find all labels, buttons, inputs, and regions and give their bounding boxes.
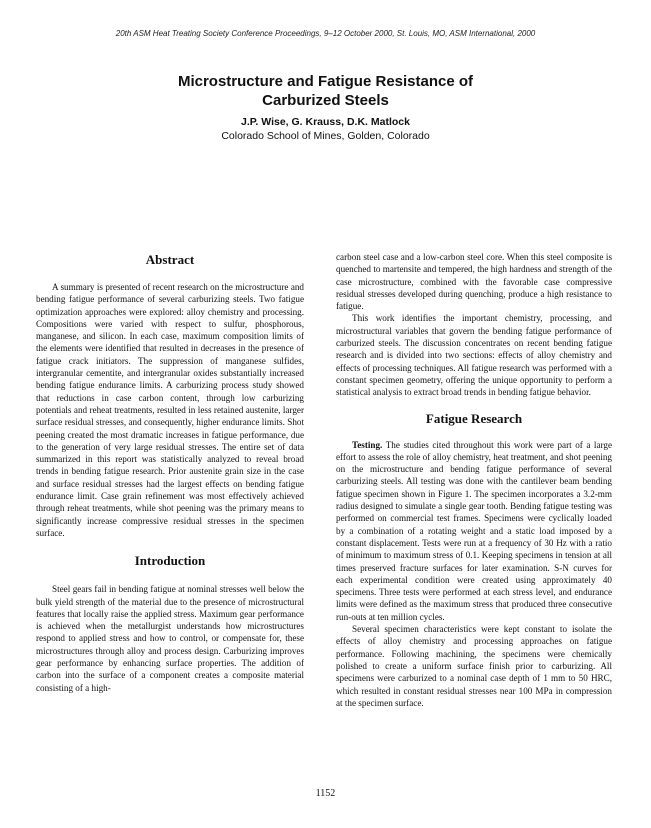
testing-paragraph [336, 439, 612, 623]
author-list: J.P. Wise, G. Krauss, D.K. Matlock [241, 116, 410, 128]
affiliation: Colorado School of Mines, Golden, Colorado [221, 130, 430, 142]
testing-run-in: Testing. [352, 439, 383, 450]
abstract-heading: Abstract [145, 252, 195, 267]
intro-continuation: carbon steel case and a low-carbon steel core. When this steel composite is quenched to martensite and tempered, the high hardness and strength of the case microstructure, combined with the favorable case compressive residual stresses developed during quenching, produce a high resistance to fatigue. [336, 252, 612, 312]
scope-paragraph: This work identifies the important chemistry, processing, and microstructural variables that govern the bending fatigue performance of carburized steels. The discussion concentrates on recent bending fatigue research and is divided into two sections: effects of alloy chemistry and effects of processing techniques. All fatigue research was performed with a constant specimen geometry, offering the unique opportunity to perform a statistical analysis to extract broad trends in bending fatigue behavior. [336, 313, 612, 398]
page-number: 1152 [315, 788, 336, 799]
testing-text: The studies cited throughout this work were part of a large effort to assess the role of alloy chemistry, heat treatment, and shot peening on the microstructure and bending fatigue performance of several carburizing steels. All testing was done with the cantilever beam bending fatigue specimen shown in Figure 1. The specimen incorporates a 3.2-mm radius designed to simulate a single gear tooth. Bending fatigue testing was performed on commercial test frames. Specimens were cyclically loaded by a combination of a rotating weight and a static load imposed by a constant displacement. Tests were run at a frequency of 30 Hz with a ratio of minimum to maximum stress of 0.1. Keeping specimens in tension at all times preserved fracture surfaces for later examination. S-N curves for each experimental condition were created using approximately 40 specimens. Three tests were performed at each stress level, and endurance limits were defined as the maximum stress that produced three consecutive run-outs at ten million cycles. [336, 439, 612, 622]
title-line-1: Microstructure and Fatigue Resistance of [177, 73, 474, 90]
running-header: 20th ASM Heat Treating Society Conference Proceedings, 9–12 October 2000, St. Louis, MO, ASM International, 2000 [115, 29, 536, 38]
title-line-2: Carburized Steels [262, 92, 389, 109]
right-column [336, 251, 612, 709]
introduction-heading: Introduction [134, 553, 206, 569]
abstract-text: A summary is presented of recent research on the microstructure and bending fatigue performance of several carburizing steels. Two fatigue optimization approaches were explored: alloy chemistry and processing. Compositions were varied with respect to sulfur, phosphorous, manganese, and silicon. In each case, maximum composition limits of the elements were identified that resulted in decreases in the presence of fatigue crack initiators. The suppression of manganese sulfides, intergranular cementite, and intergranular oxides substantially increased bending fatigue endurance limits. A carburizing process study showed that reductions in case carbon content, through low carburizing potentials and reheat treatments, resulted in less retained austenite, larger surface residual stresses, and consequently, higher endurance limits. Shot peening created the most dramatic increases in fatigue performance, due to the generation of very large residual stresses. The entire set of data summarized in this report was statistically analyzed to reveal broad trends in bending fatigue research. Prior austenite grain size in the case and surface residual stresses had the largest effects on bending fatigue endurance limit. Case grain refinement was most effectively achieved through reheat treatments, while shot peening was the primary means to significantly increase compressive residual stresses in the specimen surface. [36, 282, 304, 538]
specimen-paragraph: Several specimen characteristics were kept constant to isolate the effects of alloy chemistry and processing approaches on fatigue performance. Following machining, the specimens were chemically polished to create a uniform surface finish prior to carburizing. All specimens were carburized to a nominal case depth of 1 mm to 50 HRC, which resulted in constant residual stresses near 100 MPa in compression at the specimen surface. [336, 624, 612, 708]
left-column [36, 252, 304, 694]
introduction-text: Steel gears fail in bending fatigue at nominal stresses well below the bulk yield strength of the material due to the presence of microstructural features that locally raise the applied stress. Maximum gear performance is achieved when the metallurgist understands how microstructures respond to applied stress and how to control, or compensate for, these microstructures through alloy and process design. Carburizing improves gear performance by enhancing surface properties. The addition of carbon into the surface of a component creates a composite material consisting of a high- [36, 584, 304, 693]
paper-title [0, 72, 651, 110]
fatigue-research-heading: Fatigue Research [425, 410, 523, 426]
